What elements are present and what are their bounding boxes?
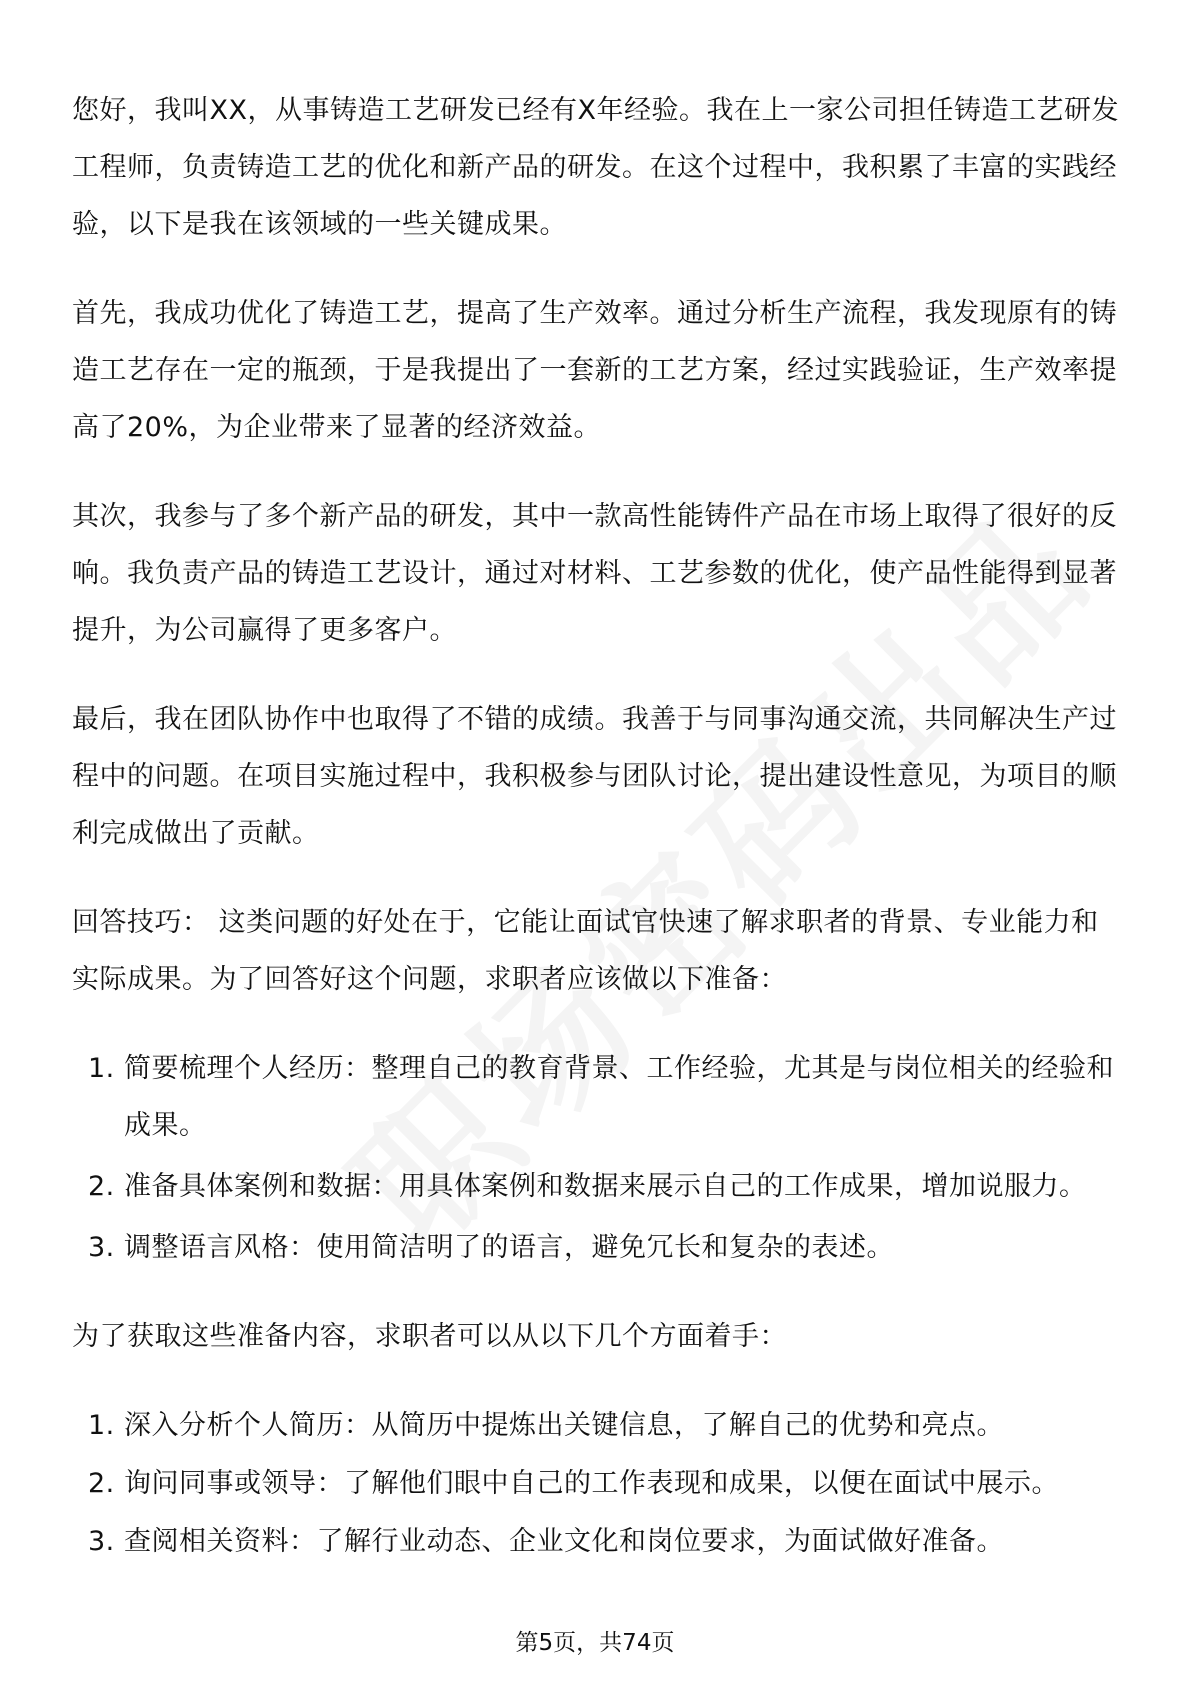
paragraph-sources-intro: 为了获取这些准备内容，求职者可以从以下几个方面着手： [72,1321,787,1352]
paragraph-teamwork: 最后，我在团队协作中也取得了不错的成绩。我善于与同事沟通交流，共同解决生产过程中的问题。在项目实施过程中，我积极参与团队讨论，提出建设性意见，为项目的顺利完成做出了贡献。 [72,704,1117,849]
list-item-text: 询问同事或领导：了解他们眼中自己的工作表现和成果，以便在面试中展示。 [124,1468,1059,1499]
preparation-list [72,1040,1122,1276]
list-item [72,1397,1122,1454]
list-number: 2. [88,1171,115,1202]
document-body [72,82,1122,1602]
list-item [72,1040,1122,1154]
paragraph-answer-tips: 回答技巧： 这类问题的好处在于，它能让面试官快速了解求职者的背景、专业能力和实际成果。为了回答好这个问题，求职者应该做以下准备： [72,907,1099,995]
paragraph-intro: 您好，我叫XX，从事铸造工艺研发已经有X年经验。我在上一家公司担任铸造工艺研发工程师，负责铸造工艺的优化和新产品的研发。在这个过程中，我积累了丰富的实践经验，以下是我在该领域的一些关键成果。 [72,95,1119,240]
list-item [72,1219,1122,1276]
list-number: 2. [88,1468,115,1499]
paragraph-first-achievement: 首先，我成功优化了铸造工艺，提高了生产效率。通过分析生产流程，我发现原有的铸造工艺存在一定的瓶颈，于是我提出了一套新的工艺方案，经过实践验证，生产效率提高了20%，为企业带来了显著的经济效益。 [72,298,1117,443]
list-number: 1. [88,1410,115,1441]
list-item [72,1158,1122,1215]
list-item-text: 准备具体案例和数据：用具体案例和数据来展示自己的工作成果，增加说服力。 [124,1171,1087,1202]
list-item [72,1455,1122,1512]
list-item-text: 深入分析个人简历：从简历中提炼出关键信息，了解自己的优势和亮点。 [124,1410,1004,1441]
list-item-text: 调整语言风格：使用简洁明了的语言，避免冗长和复杂的表述。 [124,1232,894,1263]
list-number: 3. [88,1232,115,1263]
list-number: 1. [88,1053,115,1084]
paragraph-second-achievement: 其次，我参与了多个新产品的研发，其中一款高性能铸件产品在市场上取得了很好的反响。我负责产品的铸造工艺设计，通过对材料、工艺参数的优化，使产品性能得到显著提升，为公司赢得了更多客户。 [72,501,1117,646]
list-number: 3. [88,1526,115,1557]
page-number-footer: 第5页，共74页 [515,1630,675,1656]
sources-list [72,1397,1122,1570]
list-item [72,1513,1122,1570]
list-item-text: 简要梳理个人经历：整理自己的教育背景、工作经验，尤其是与岗位相关的经验和成果。 [124,1053,1114,1141]
list-item-text: 查阅相关资料：了解行业动态、企业文化和岗位要求，为面试做好准备。 [124,1526,1004,1557]
